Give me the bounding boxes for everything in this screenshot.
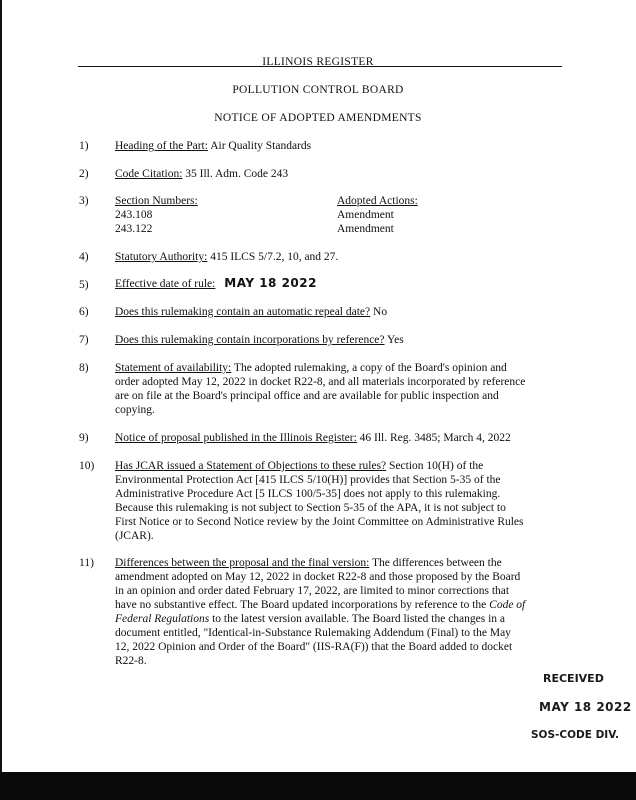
item-5-label: Effective date of rule: <box>115 278 216 290</box>
item-10-text: First Notice or to Second Notice review by the Joint Committee on Administrative Rules <box>115 516 524 528</box>
received-stamp-division: SOS-CODE DIV. <box>531 729 619 741</box>
notice-heading: NOTICE OF ADOPTED AMENDMENTS <box>214 112 422 124</box>
item-4-value: 415 ILCS 5/7.2, 10, and 27. <box>210 251 339 263</box>
item-2-label: Code Citation: <box>115 168 183 180</box>
section-numbers-heading: Section Numbers: <box>115 195 198 207</box>
item-8-text: are on file at the Board's principal office and are available for public inspection and <box>115 390 499 402</box>
received-stamp: RECEIVED <box>543 672 604 685</box>
scan-bottom-edge <box>0 772 636 800</box>
effective-date-stamp: MAY 18 2022 <box>224 276 317 290</box>
adopted-action: Amendment <box>337 209 394 221</box>
section-number: 243.122 <box>115 223 153 235</box>
item-10-text: (JCAR). <box>115 530 154 542</box>
item-2 <box>115 167 565 181</box>
item-11-text: R22-8. <box>115 655 147 667</box>
item-8-text: The adopted rulemaking, a copy of the Board's opinion and <box>233 362 507 374</box>
item-10-number: 10) <box>79 460 95 472</box>
item-8-text: copying. <box>115 404 155 416</box>
item-9-value: 46 Ill. Reg. 3485; March 4, 2022 <box>359 432 511 444</box>
item-10-text: Section 10(H) of the <box>389 460 484 472</box>
item-1-value: Air Quality Standards <box>210 140 312 152</box>
item-5-number: 5) <box>79 279 89 291</box>
item-5 <box>115 276 565 291</box>
adopted-actions-heading: Adopted Actions: <box>337 195 418 207</box>
header-rule <box>78 66 562 67</box>
register-heading: ILLINOIS REGISTER <box>262 56 374 68</box>
item-11-text: have no substantive effect. The Board updated incorporations by reference to the <box>115 599 487 611</box>
item-9-label: Notice of proposal published in the Illinois Register: <box>115 432 357 444</box>
item-11-number: 11) <box>79 557 94 569</box>
item-1 <box>115 139 565 153</box>
item-7 <box>115 333 565 347</box>
item-11-emphasis: Code of <box>489 599 526 611</box>
item-11-text: document entitled, "Identical-in-Substance Rulemaking Addendum (Final) to the May <box>115 627 511 639</box>
item-9 <box>115 431 565 445</box>
item-9-number: 9) <box>79 432 89 444</box>
item-8 <box>115 361 565 417</box>
item-11 <box>115 556 565 668</box>
item-4-number: 4) <box>79 251 89 263</box>
item-11-text: The differences between the <box>371 557 502 569</box>
item-4-label: Statutory Authority: <box>115 251 208 263</box>
item-10-text: Administrative Procedure Act [5 ILCS 100/5-35] does not apply to this rulemaking. <box>115 488 501 500</box>
item-4 <box>115 250 565 264</box>
item-2-number: 2) <box>79 168 89 180</box>
item-8-label: Statement of availability: <box>115 362 232 374</box>
board-heading: POLLUTION CONTROL BOARD <box>232 84 404 96</box>
item-7-number: 7) <box>79 334 89 346</box>
adopted-action: Amendment <box>337 223 394 235</box>
item-8-number: 8) <box>79 362 89 374</box>
item-6-value: No <box>373 306 388 318</box>
item-6-number: 6) <box>79 306 89 318</box>
item-8-text: order adopted May 12, 2022 in docket R22-8, and all materials incorporated by reference <box>115 376 526 388</box>
item-11-text: 12, 2022 Opinion and Order of the Board" (IIS-RA(F)) that the Board added to docket <box>115 641 513 653</box>
item-10-text: Environmental Protection Act [415 ILCS 5/10(H)] provides that Section 5-35 of the <box>115 474 501 486</box>
item-3-number: 3) <box>79 195 89 207</box>
item-11-text: to the latest version available. The Board listed the changes in a <box>212 613 506 625</box>
item-11-label: Differences between the proposal and the final version: <box>115 557 370 569</box>
item-1-label: Heading of the Part: <box>115 140 208 152</box>
item-11-text: in an opinion and order dated February 17, 2022, are limited to minor corrections that <box>115 585 510 597</box>
item-6 <box>115 305 565 319</box>
item-10 <box>115 459 565 543</box>
item-10-label: Has JCAR issued a Statement of Objections to these rules? <box>115 460 387 472</box>
received-stamp-date: MAY 18 2022 <box>539 700 632 714</box>
item-7-value: Yes <box>386 334 404 346</box>
item-11-text: amendment adopted on May 12, 2022 in docket R22-8 and those proposed by the Board <box>115 571 521 583</box>
item-2-value: 35 Ill. Adm. Code 243 <box>185 168 289 180</box>
section-number: 243.108 <box>115 209 153 221</box>
item-11-emphasis: Federal Regulations <box>115 613 210 625</box>
item-7-label: Does this rulemaking contain incorporations by reference? <box>115 334 385 346</box>
item-6-label: Does this rulemaking contain an automatic repeal date? <box>115 306 371 318</box>
item-1-number: 1) <box>79 140 89 152</box>
item-10-text: Because this rulemaking is not subject to Section 5-35 of the APA, it is not subject to <box>115 502 506 514</box>
